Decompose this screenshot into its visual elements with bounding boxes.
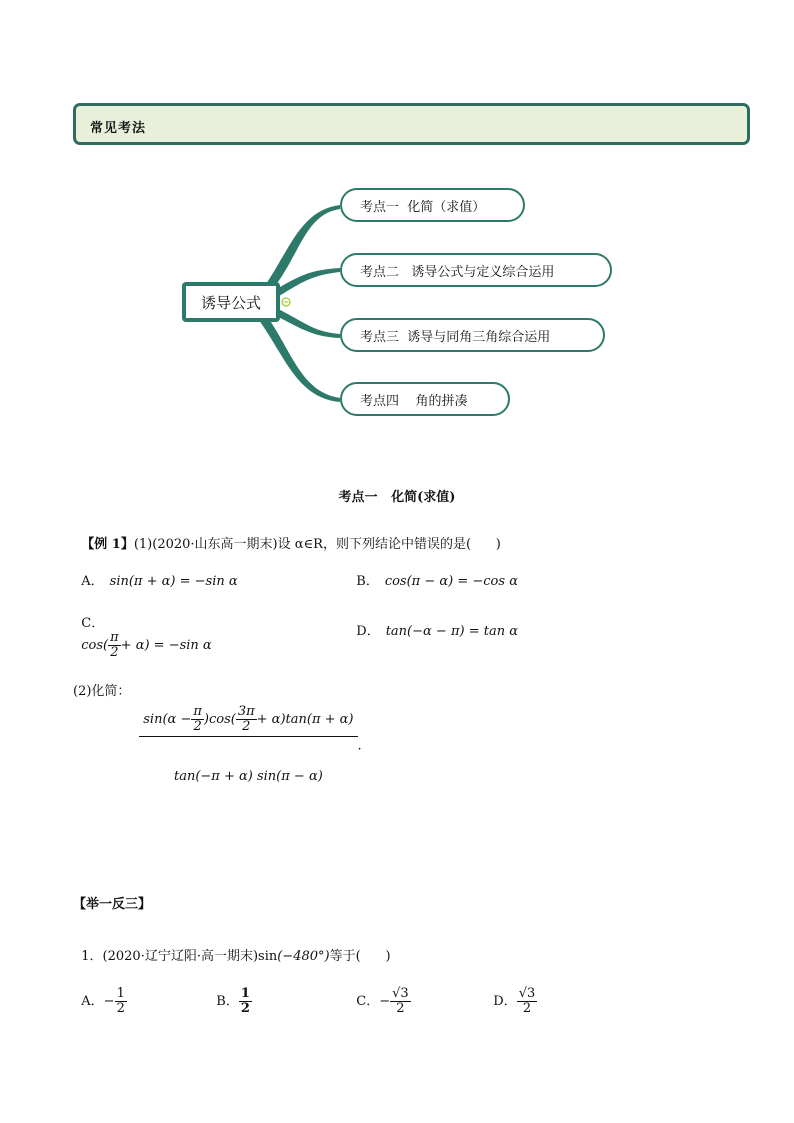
part2-n2-den: 2 bbox=[242, 719, 251, 734]
practice-option-d-frac bbox=[517, 987, 538, 1016]
practice-option-c bbox=[348, 972, 411, 1016]
practice-option-d-label: D． bbox=[493, 994, 517, 1009]
practice-option-c-label: C． bbox=[356, 994, 380, 1009]
example-label: 【例 1】 bbox=[81, 537, 134, 552]
practice-option-d-den: 2 bbox=[522, 1001, 532, 1016]
option-d-label: D． bbox=[356, 624, 380, 639]
example-text: (1)(2020·山东高一期末)设 α∈R，则下列结论中错误的是( ) bbox=[133, 537, 501, 552]
option-c-den: 2 bbox=[110, 645, 119, 660]
part2-end: . bbox=[357, 738, 362, 754]
practice-option-c-sign: − bbox=[379, 994, 391, 1009]
practice-option-b bbox=[208, 972, 252, 1016]
mindmap-branch-3: 考点三 诱导与同角三角综合运用 bbox=[340, 318, 605, 352]
option-c-fraction bbox=[108, 631, 121, 660]
part2-n2-frac bbox=[236, 705, 257, 734]
practice-option-a-num: 1 bbox=[116, 986, 125, 1001]
example-1-line bbox=[73, 518, 501, 552]
part2-n1: sin(α − bbox=[143, 712, 192, 727]
practice-option-c-den: 2 bbox=[396, 1001, 405, 1016]
practice-option-c-num: √3 bbox=[392, 986, 409, 1001]
option-b-label: B． bbox=[356, 574, 379, 589]
option-c bbox=[73, 597, 212, 660]
option-a-label: A． bbox=[81, 574, 104, 589]
mindmap-branch-2: 考点二 诱导公式与定义综合运用 bbox=[340, 253, 612, 287]
header-label: 常见考法 bbox=[90, 121, 147, 136]
option-b bbox=[348, 555, 518, 589]
part2-n2: )cos( bbox=[203, 712, 236, 727]
part2-n1-den: 2 bbox=[193, 719, 202, 734]
part2-expression bbox=[131, 660, 362, 817]
part2-denominator: tan(−π + α) sin(π − α) bbox=[173, 769, 323, 784]
practice-option-b-den: 2 bbox=[240, 1001, 250, 1016]
option-b-expr: cos(π − α) = −cos α bbox=[384, 574, 518, 589]
mindmap-branch-1: 考点一 化简（求值） bbox=[340, 188, 525, 222]
part2-n2-num: 3π bbox=[237, 704, 255, 719]
practice-option-d bbox=[485, 972, 537, 1016]
practice-q1-text: 1．(2020·辽宁辽阳·高一期末)sin bbox=[81, 949, 278, 964]
option-c-label: C． bbox=[81, 616, 105, 631]
part2-numerator bbox=[139, 705, 357, 737]
mindmap-center-node: 诱导公式 bbox=[182, 282, 280, 322]
part2-n3: + α)tan(π + α) bbox=[256, 712, 354, 727]
practice-option-a bbox=[73, 972, 127, 1016]
practice-q1 bbox=[73, 930, 391, 964]
option-a-expr: sin(π + α) = −sin α bbox=[109, 574, 238, 589]
option-d-expr: tan(−α − π) = tan α bbox=[385, 624, 518, 639]
part2-n1-num: π bbox=[193, 704, 202, 719]
option-c-pre: cos( bbox=[81, 638, 109, 653]
part2-big-fraction bbox=[139, 675, 357, 817]
practice-q1-tail: 等于( ) bbox=[329, 949, 391, 964]
practice-option-d-num: √3 bbox=[518, 986, 536, 1001]
practice-option-c-frac bbox=[390, 987, 411, 1016]
mindmap-branch-4: 考点四 角的拼凑 bbox=[340, 382, 510, 416]
practice-option-a-frac bbox=[115, 987, 127, 1016]
part2-n1-frac bbox=[191, 705, 204, 734]
practice-option-a-den: 2 bbox=[116, 1001, 125, 1016]
practice-option-b-frac bbox=[239, 987, 252, 1016]
practice-title: 【举一反三】 bbox=[73, 897, 152, 912]
practice-option-b-label: B． bbox=[216, 994, 239, 1009]
practice-option-a-sign: − bbox=[103, 994, 115, 1009]
practice-q1-arg: (−480°) bbox=[277, 949, 330, 964]
practice-option-b-num: 1 bbox=[240, 986, 250, 1001]
option-c-num: π bbox=[110, 630, 119, 645]
option-a bbox=[73, 555, 238, 589]
option-d bbox=[348, 605, 518, 639]
practice-option-a-label: A． bbox=[81, 994, 104, 1009]
part2-label: (2)化简： bbox=[73, 684, 131, 699]
option-c-post: + α) = −sin α bbox=[120, 638, 212, 653]
section-title: 考点一 化简(求值) bbox=[338, 490, 456, 505]
